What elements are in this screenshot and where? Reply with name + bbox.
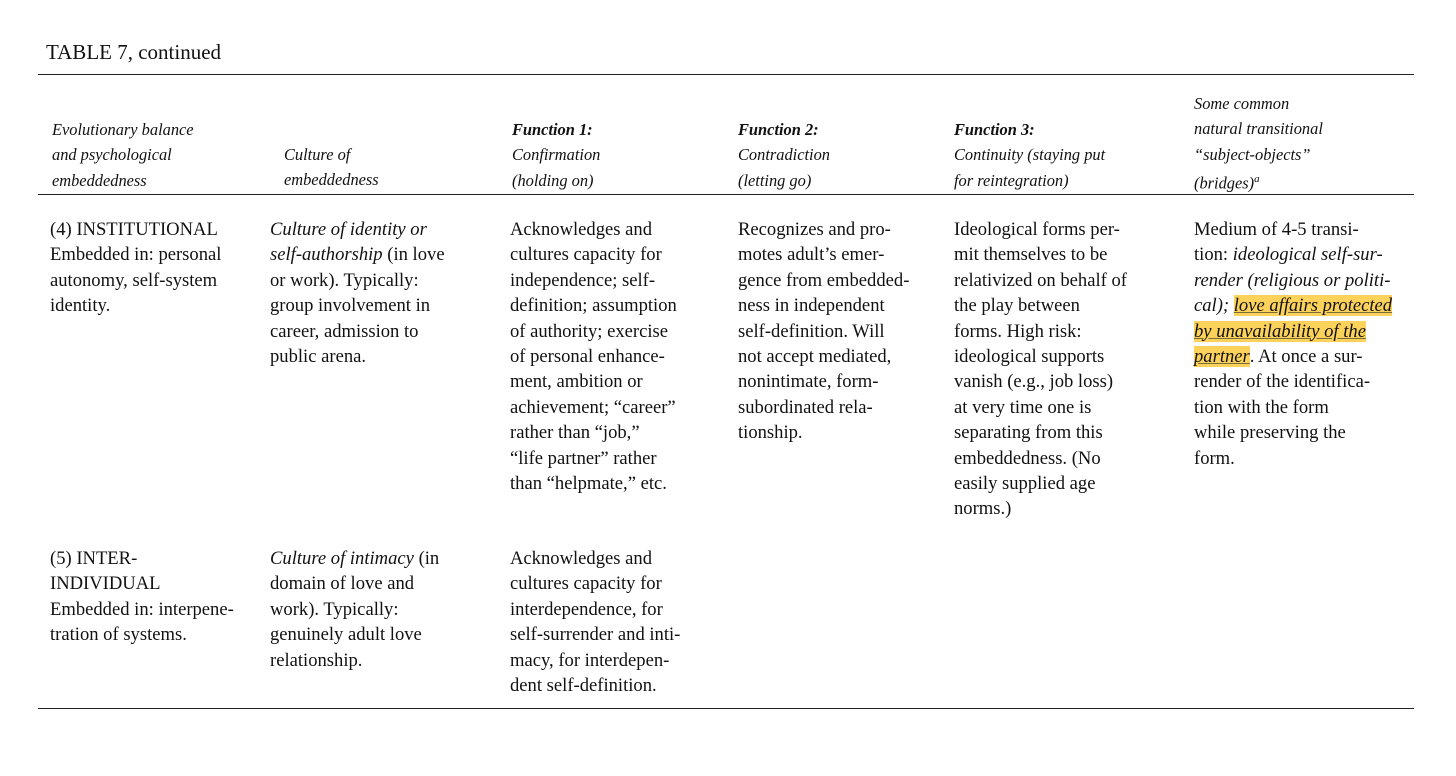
row4-bridges: Medium of 4-5 transi- tion: ideological self-sur- render (religious or politi- cal); love affairs protected by unavailability of the partner. At once a sur- render of the identifica- tion with the form while preserving the form. (1194, 219, 1393, 469)
header-function-3: Function 3: Continuity (staying put for reintegration) (954, 120, 1106, 190)
header-culture-of-embeddedness: Culture of embeddedness (284, 145, 379, 190)
footnote-mark: a (1254, 173, 1260, 186)
row4-function3: Ideological forms per- mit themselves to be relativized on behalf of the play between forms. High risk: ideological supports vanish (e.g., job loss) at very time one is separating from this embeddedness. (No easily supplied age norms.) (954, 219, 1127, 520)
highlighted-text: love affairs protected (1233, 295, 1393, 317)
highlighted-text: by unavailability of the (1194, 320, 1366, 342)
table-caption: TABLE 7, continued (46, 40, 222, 64)
header-bridges: Some common natural transitional “subject-objects” (bridges)$^a$ (1194, 94, 1323, 193)
header-rule (38, 194, 1414, 195)
header-function-2: Function 2: Contradiction (letting go) (738, 120, 830, 190)
row4-culture: Culture of identity or self-authorship (in love or work). Typically: group involvement in career, admission to public arena. (270, 219, 445, 367)
header-evolutionary-balance: Evolutionary balance and psychological embeddedness (52, 120, 194, 190)
row4-function1: Acknowledges and cultures capacity for independence; self- definition; assumption of authority; exercise of personal enhance- ment, ambition or achievement; “career” rather than “job,” “life partner” rather than “helpmate,” etc. (510, 219, 677, 494)
highlighted-text: partner (1194, 345, 1250, 367)
header-function-1: Function 1: Confirmation (holding on) (512, 120, 601, 190)
row4-stage: (4) INSTITUTIONAL Embedded in: personal autonomy, self-system identity. (50, 219, 222, 317)
row5-culture: Culture of intimacy (in domain of love and work). Typically: genuinely adult love relationship. (270, 548, 440, 671)
row4-function2: Recognizes and pro- motes adult’s emer- gence from embedded- ness in independent self-definition. Will not accept mediated, nonintimate, form- subordinated rela- tionship. (738, 219, 910, 444)
row5-stage: (5) INTER- INDIVIDUAL Embedded in: interpene- tration of systems. (50, 548, 234, 646)
bottom-rule (38, 708, 1414, 709)
top-rule (38, 74, 1414, 75)
row5-function1: Acknowledges and cultures capacity for interdependence, for self-surrender and inti- macy, for interdepen- dent self-definition. (510, 548, 681, 696)
